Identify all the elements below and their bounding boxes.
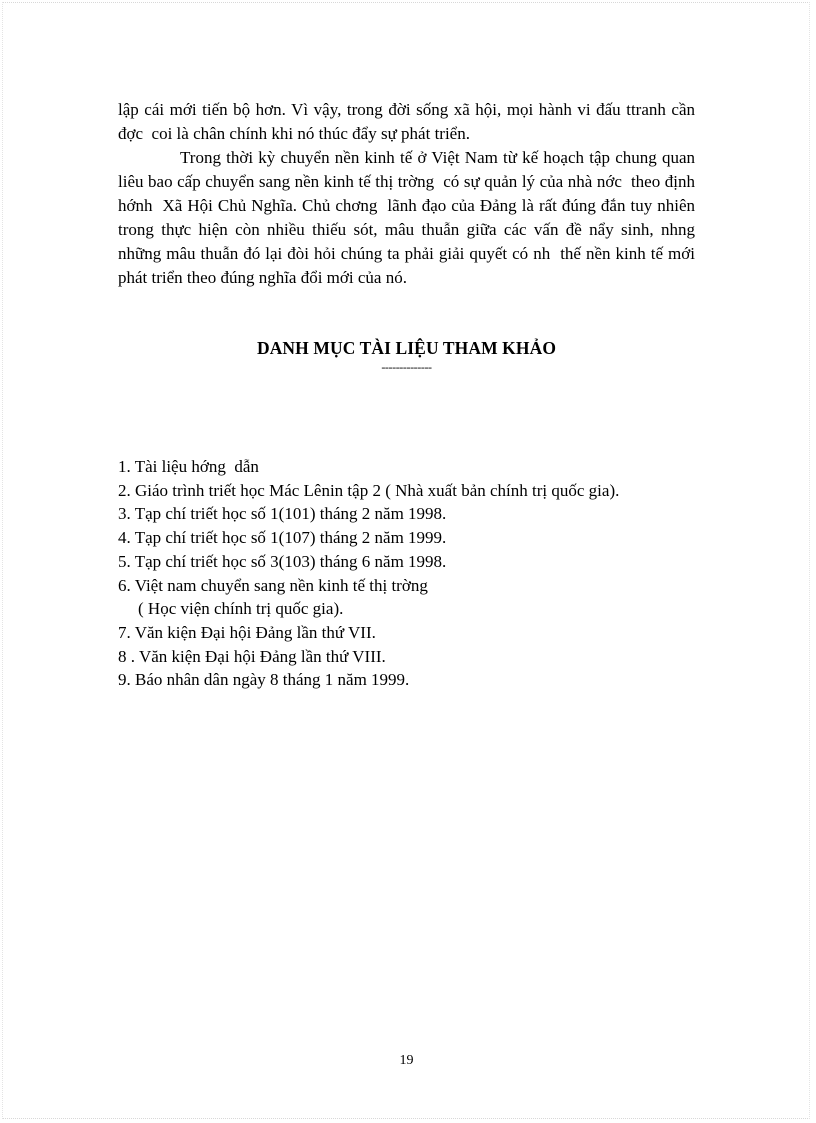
reference-item: 2. Giáo trình triết học Mác Lênin tập 2 ( Nhà xuất bản chính trị quốc gia). [118,480,620,500]
page-number: 19 [399,1053,414,1068]
paragraph-continuation: lập cái mới tiến bộ hơn. Vì vậy, trong đời sống xã hội, mọi hành vi đấu ttranh cần đợc coi là chân chính khi nó thúc đẩy sự phát triển. [118,100,700,143]
body-text [118,98,704,290]
reference-item: 9. Báo nhân dân ngày 8 tháng 1 năm 1999. [118,670,410,690]
reference-item: 4. Tạp chí triết học số 1(107) tháng 2 năm 1999. [118,528,447,548]
references-heading: DANH MỤC TÀI LIỆU THAM KHẢO [256,338,557,358]
paragraph-economy: Trong thời kỳ chuyển nền kinh tế ở Việt Nam từ kế hoạch tập chung quan liêu bao cấp chuyển sang nền kinh tế thị trờng có sự quản lý của nhà nớc theo định hớnh Xã Hội Chủ Nghĩa. Chủ chơng lãnh đạo của Đảng là rất đúng đắn tuy nhiên trong thực hiện còn nhiều thiếu sót, mâu thuẫn giữa các vấn đề nẩy sinh, nhng những mâu thuẫn đó lại đòi hỏi chúng ta phải giải quyết có nh thế nền kinh tế mới phát triển theo đúng nghĩa đổi mới của nó. [118,148,704,287]
reference-item: 6. Việt nam chuyển sang nền kinh tế thị trờng [118,575,428,595]
reference-item: 7. Văn kiện Đại hội Đảng lần thứ VII. [118,622,376,642]
reference-item: 3. Tạp chí triết học số 1(101) tháng 2 năm 1998. [118,504,447,524]
heading-separator: -------------- [381,360,432,374]
references-list [118,455,718,692]
reference-item-continuation: ( Học viện chính trị quốc gia). [138,599,344,619]
reference-item: 5. Tạp chí triết học số 3(103) tháng 6 năm 1998. [118,551,447,571]
reference-item: 1. Tài liệu hớng dẫn [118,457,259,476]
reference-item: 8 . Văn kiện Đại hội Đảng lần thứ VIII. [118,646,386,666]
